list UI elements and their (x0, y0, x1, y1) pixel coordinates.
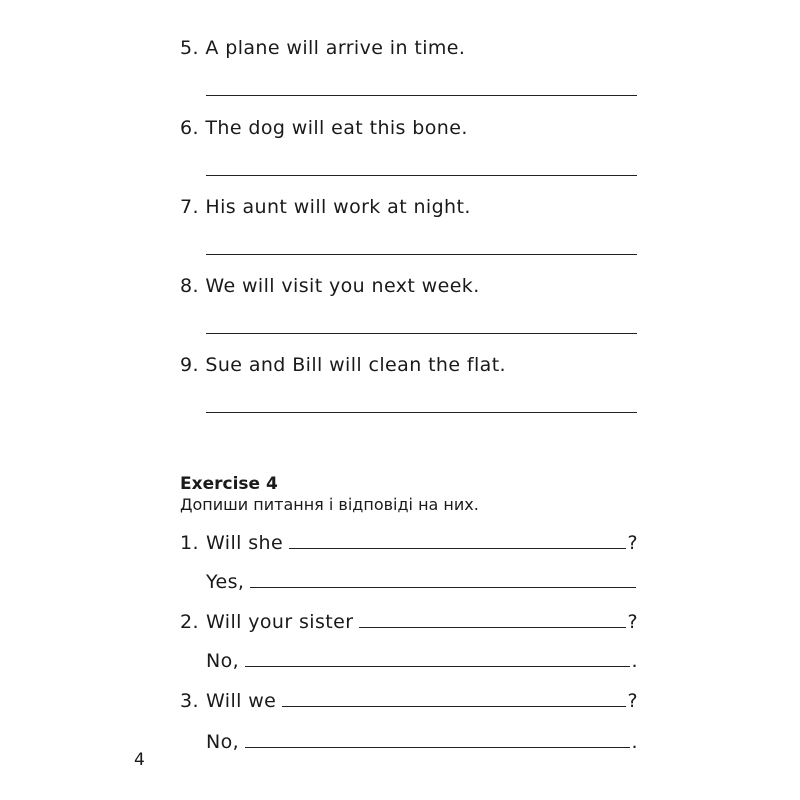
question-prompt: Will your sister (206, 611, 354, 633)
answer-line-8[interactable] (206, 333, 637, 334)
answer-end: . (631, 731, 638, 753)
answer-end: . (631, 650, 638, 672)
answer-prompt: Yes, (206, 571, 245, 593)
sentence-6 (180, 117, 468, 139)
question-mark: ? (627, 611, 638, 633)
answer-line-9[interactable] (206, 412, 637, 413)
question-blank[interactable] (289, 532, 625, 549)
sentence-9 (180, 354, 506, 376)
question-mark: ? (627, 532, 638, 554)
sentence-text: His aunt will work at night. (205, 196, 471, 218)
question-blank[interactable] (282, 690, 625, 707)
question-row-2 (180, 611, 638, 633)
sentence-7 (180, 196, 471, 218)
sentence-number: 5. (180, 37, 199, 59)
answer-blank[interactable] (245, 650, 629, 667)
answer-blank[interactable] (250, 571, 636, 588)
question-row-1 (180, 532, 638, 554)
question-blank[interactable] (359, 611, 625, 628)
answer-row-3 (206, 731, 638, 753)
answer-line-5[interactable] (206, 95, 637, 96)
question-row-3 (180, 690, 638, 712)
sentence-5 (180, 37, 465, 59)
question-prompt: Will we (206, 690, 277, 712)
sentence-number: 7. (180, 196, 199, 218)
sentence-number: 8. (180, 275, 199, 297)
question-prompt: Will she (206, 532, 284, 554)
answer-row-2 (206, 650, 638, 672)
page-number: 4 (134, 750, 145, 770)
answer-row-1 (206, 571, 638, 593)
answer-blank[interactable] (245, 731, 629, 748)
exercise-instruction: Допиши питання і відповіді на них. (180, 495, 479, 514)
question-mark: ? (627, 690, 638, 712)
sentence-8 (180, 275, 480, 297)
item-number: 3. (180, 690, 199, 712)
answer-line-7[interactable] (206, 254, 637, 255)
sentence-text: The dog will eat this bone. (205, 117, 468, 139)
exercise-title: Exercise 4 (180, 474, 278, 494)
sentence-number: 9. (180, 354, 199, 376)
sentence-text: We will visit you next week. (205, 275, 480, 297)
sentence-number: 6. (180, 117, 199, 139)
answer-prompt: No, (206, 731, 240, 753)
sentence-text: Sue and Bill will clean the flat. (205, 354, 506, 376)
item-number: 2. (180, 611, 199, 633)
answer-line-6[interactable] (206, 175, 637, 176)
sentence-text: A plane will arrive in time. (205, 37, 466, 59)
answer-prompt: No, (206, 650, 240, 672)
item-number: 1. (180, 532, 199, 554)
